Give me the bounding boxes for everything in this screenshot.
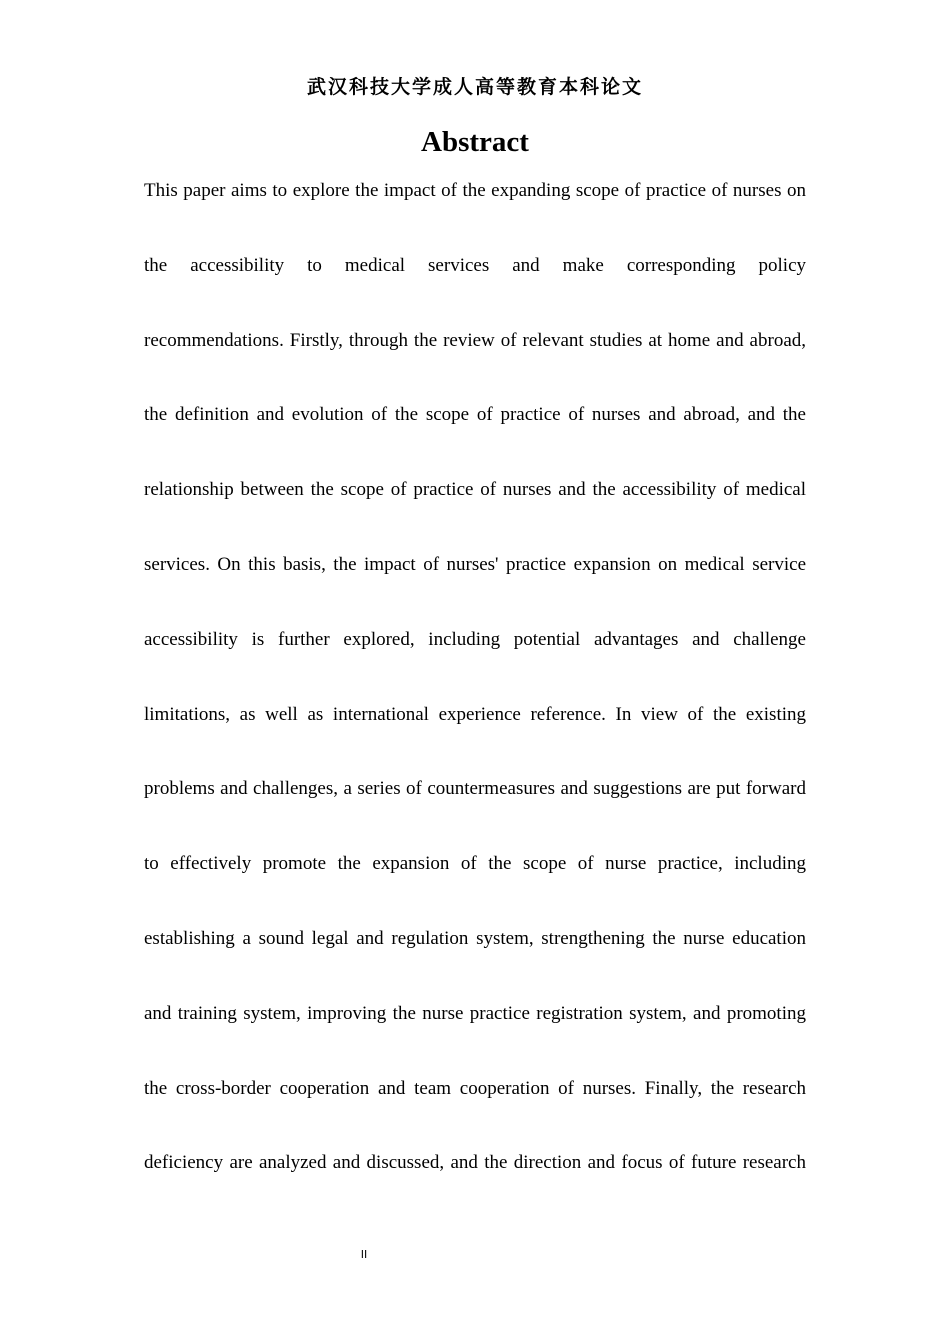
running-header: 武汉科技大学成人高等教育本科论文 xyxy=(306,76,643,98)
abstract-line: to effectively promote the expansion of the scope of nurse practice, including xyxy=(144,853,806,875)
abstract-line: problems and challenges, a series of countermeasures and suggestions are put forward xyxy=(144,778,806,800)
abstract-body xyxy=(144,178,806,1225)
abstract-line: deficiency are analyzed and discussed, and the direction and focus of future research xyxy=(144,1152,806,1174)
abstract-line: the cross-border cooperation and team cooperation of nurses. Finally, the research xyxy=(144,1077,806,1099)
abstract-line: services. On this basis, the impact of nurses' practice expansion on medical service xyxy=(144,553,806,575)
abstract-line: recommendations. Firstly, through the review of relevant studies at home and abroad, xyxy=(144,329,806,351)
abstract-line: and training system, improving the nurse practice registration system, and promoting xyxy=(144,1002,806,1024)
abstract-line: the accessibility to medical services and make corresponding policy xyxy=(144,254,806,276)
abstract-line: limitations, as well as international experience reference. In view of the existing xyxy=(144,703,806,725)
abstract-line: establishing a sound legal and regulation system, strengthening the nurse education xyxy=(144,927,806,949)
abstract-line: This paper aims to explore the impact of the expanding scope of practice of nurses on xyxy=(144,180,806,201)
abstract-line: accessibility is further explored, including potential advantages and challenge xyxy=(144,628,806,650)
page-number: II xyxy=(360,1248,368,1261)
abstract-line: relationship between the scope of practice of nurses and the accessibility of medical xyxy=(144,479,806,501)
abstract-heading: Abstract xyxy=(421,126,529,158)
abstract-line: the definition and evolution of the scope of practice of nurses and abroad, and the xyxy=(144,404,806,426)
